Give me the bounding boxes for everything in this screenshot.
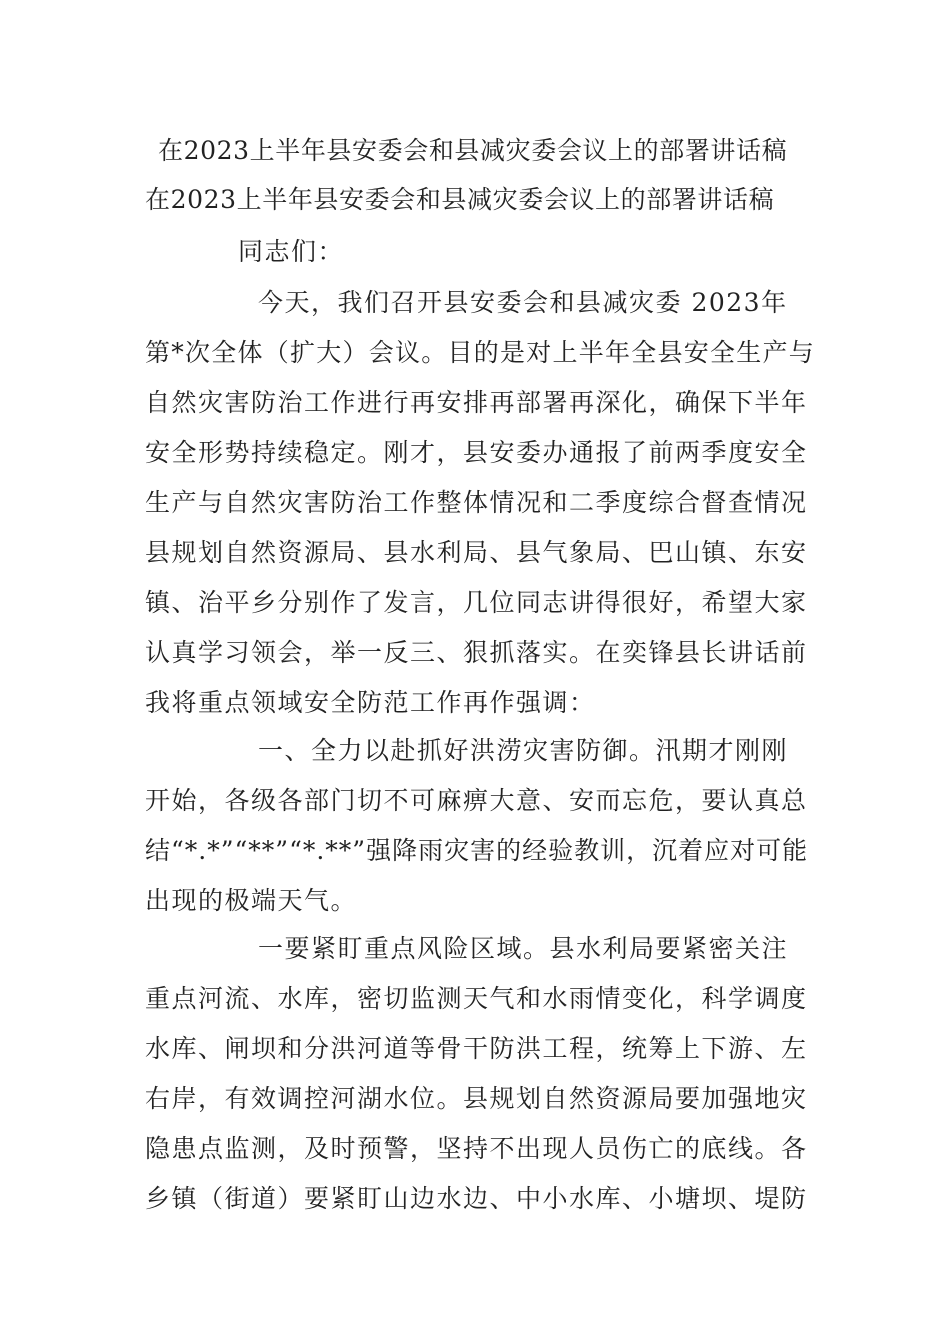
body-line-5: 生产与自然灾害防治工作整体情况和二季度综合督查情况: [145, 488, 808, 517]
title-line-2: 在2023上半年县安委会和县减灾委会议上的部署讲话稿: [145, 185, 775, 214]
body-line-1: 今天，我们召开县安委会和县减灾委 2023年: [258, 288, 788, 317]
salutation: 同志们：: [238, 237, 345, 266]
body-line-3: 自然灾害防治工作进行再安排再部署再深化，确保下半年: [145, 388, 808, 417]
body-line-7: 镇、治平乡分别作了发言，几位同志讲得很好，希望大家: [145, 588, 808, 617]
body-line-18: 隐患点监测，及时预警，坚持不出现人员伤亡的底线。各: [145, 1134, 808, 1163]
body-line-2: 第*次全体（扩大）会议。目的是对上半年全县安全生产与: [145, 338, 816, 367]
body-line-16: 水库、闸坝和分洪河道等骨干防洪工程，统筹上下游、左: [145, 1034, 808, 1063]
body-line-19: 乡镇（街道）要紧盯山边水边、中小水库、小塘坝、堤防: [145, 1184, 808, 1213]
body-line-10: 一、全力以赴抓好洪涝灾害防御。汛期才刚刚: [258, 736, 789, 765]
title-line-1: 在2023上半年县安委会和县减灾委会议上的部署讲话稿: [158, 136, 788, 165]
body-line-9: 我将重点领域安全防范工作再作强调：: [145, 688, 596, 717]
body-line-8: 认真学习领会，举一反三、狠抓落实。在奕锋县长讲话前: [145, 638, 808, 667]
body-line-6: 县规划自然资源局、县水利局、县气象局、巴山镇、东安: [145, 538, 808, 567]
body-line-4: 安全形势持续稳定。刚才，县安委办通报了前两季度安全: [145, 438, 808, 467]
body-line-17: 右岸，有效调控河湖水位。县规划自然资源局要加强地灾: [145, 1084, 808, 1113]
body-line-15: 重点河流、水库，密切监测天气和水雨情变化，科学调度: [145, 984, 808, 1013]
body-line-12: 结“*.*”“**”“*.**”强降雨灾害的经验教训，沉着应对可能: [145, 836, 809, 865]
body-line-11: 开始，各级各部门切不可麻痹大意、安而忘危，要认真总: [145, 786, 808, 815]
body-line-14: 一要紧盯重点风险区域。县水利局要紧密关注: [258, 934, 789, 963]
body-line-13: 出现的极端天气。: [145, 886, 358, 915]
